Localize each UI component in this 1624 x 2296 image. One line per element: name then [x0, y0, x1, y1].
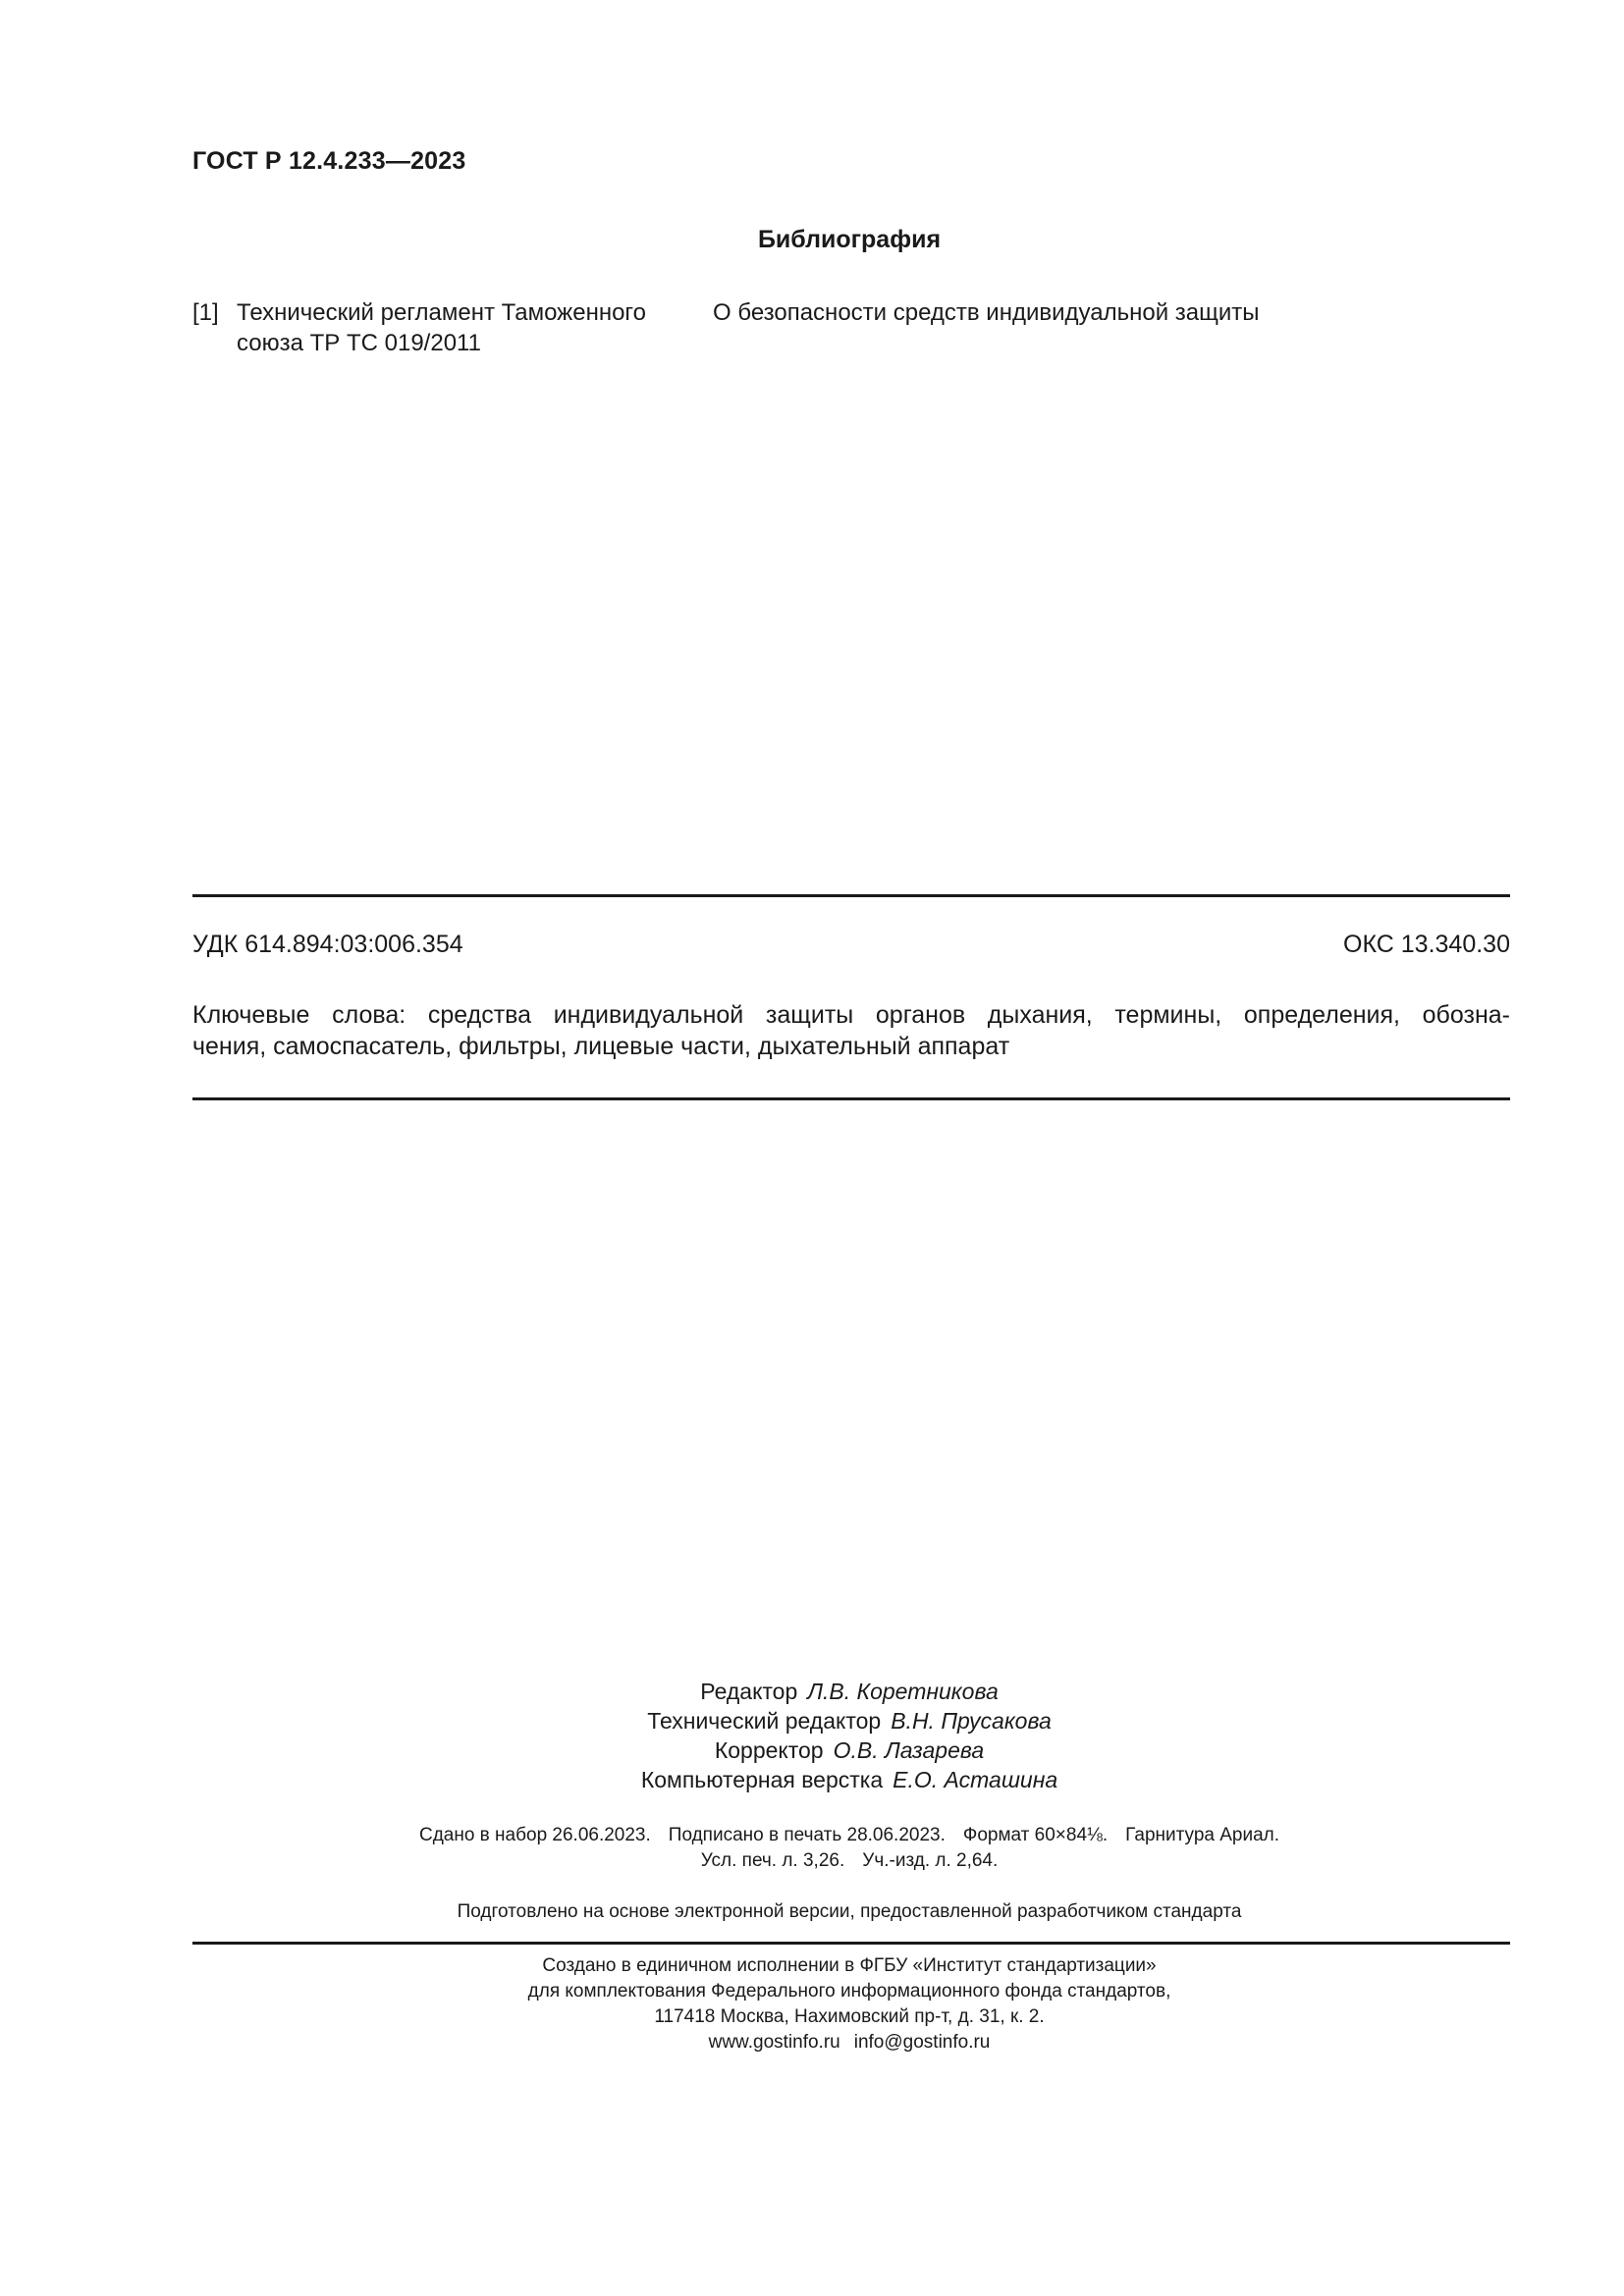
oks-code: ОКС 13.340.30 [1343, 931, 1510, 958]
typeface: Гарнитура Ариал. [1125, 1825, 1280, 1845]
standard-code: ГОСТ Р 12.4.233—2023 [192, 147, 466, 175]
credit-role: Технический редактор [647, 1708, 882, 1734]
website-link[interactable]: www.gostinfo.ru [708, 2032, 840, 2053]
bibliography-entry-document-line2: союза ТР ТС 019/2011 [237, 330, 481, 356]
divider-middle [192, 1097, 1510, 1100]
prepared-note: Подготовлено на основе электронной версии, предоставленной разработчиком стандарта [457, 1901, 1242, 1922]
keywords-line-2: чения, самоспасатель, фильтры, лицевые части, дыхательный аппарат [192, 1033, 1010, 1060]
credit-role: Редактор [700, 1679, 798, 1704]
footer-line1: Создано в единичном исполнении в ФГБУ «Институт стандартизации» [542, 1955, 1157, 1976]
email-link[interactable]: info@gostinfo.ru [853, 2032, 991, 2053]
bibliography-entry-document-line1: Технический регламент Таможенного [237, 299, 646, 326]
paper-format: Формат 60×84⅛. [962, 1825, 1109, 1845]
signed-date: Подписано в печать 28.06.2023. [668, 1825, 946, 1845]
submitted-date: Сдано в набор 26.06.2023. [418, 1825, 651, 1845]
edit-sheets: Уч.-изд. л. 2,64. [862, 1850, 999, 1871]
credit-layout [0, 1765, 1624, 1794]
keywords-block [192, 999, 1510, 1062]
footer-contacts [0, 2030, 1624, 2056]
keywords-line-1: Ключевые слова: средства индивидуальной защиты органов дыхания, термины, определения, обозна- [192, 1001, 1510, 1029]
publication-info-line1 [0, 1823, 1624, 1848]
udk-code: УДК 614.894:03:006.354 [192, 931, 463, 958]
credit-editor [0, 1677, 1624, 1706]
credit-proofreader [0, 1735, 1624, 1765]
footer-line2: для комплектования Федерального информационного фонда стандартов, [527, 1981, 1171, 2002]
credit-name: О.В. Лазарева [833, 1737, 985, 1763]
bibliography-entry-document [237, 297, 669, 358]
footer-block [0, 1953, 1624, 2056]
bibliography-entry-description: О безопасности средств индивидуальной защиты [713, 299, 1260, 326]
divider-bottom [192, 1942, 1510, 1945]
bibliography-entry-number: [1] [192, 299, 219, 326]
footer-line3: 117418 Москва, Нахимовский пр-т, д. 31, к. 2. [654, 2006, 1045, 2027]
credit-role: Компьютерная верстка [640, 1767, 884, 1792]
divider-top [192, 894, 1510, 897]
publication-info-line2 [0, 1848, 1624, 1874]
credit-name: Л.В. Коретникова [807, 1679, 999, 1704]
bibliography-title: Библиография [757, 226, 942, 253]
print-sheets: Усл. печ. л. 3,26. [700, 1850, 845, 1871]
credit-role: Корректор [714, 1737, 824, 1763]
credit-name: В.Н. Прусакова [891, 1708, 1052, 1734]
credit-name: Е.О. Асташина [893, 1767, 1058, 1792]
credits-block [0, 1677, 1624, 1794]
publication-info [0, 1823, 1624, 1874]
credit-technical-editor [0, 1706, 1624, 1735]
